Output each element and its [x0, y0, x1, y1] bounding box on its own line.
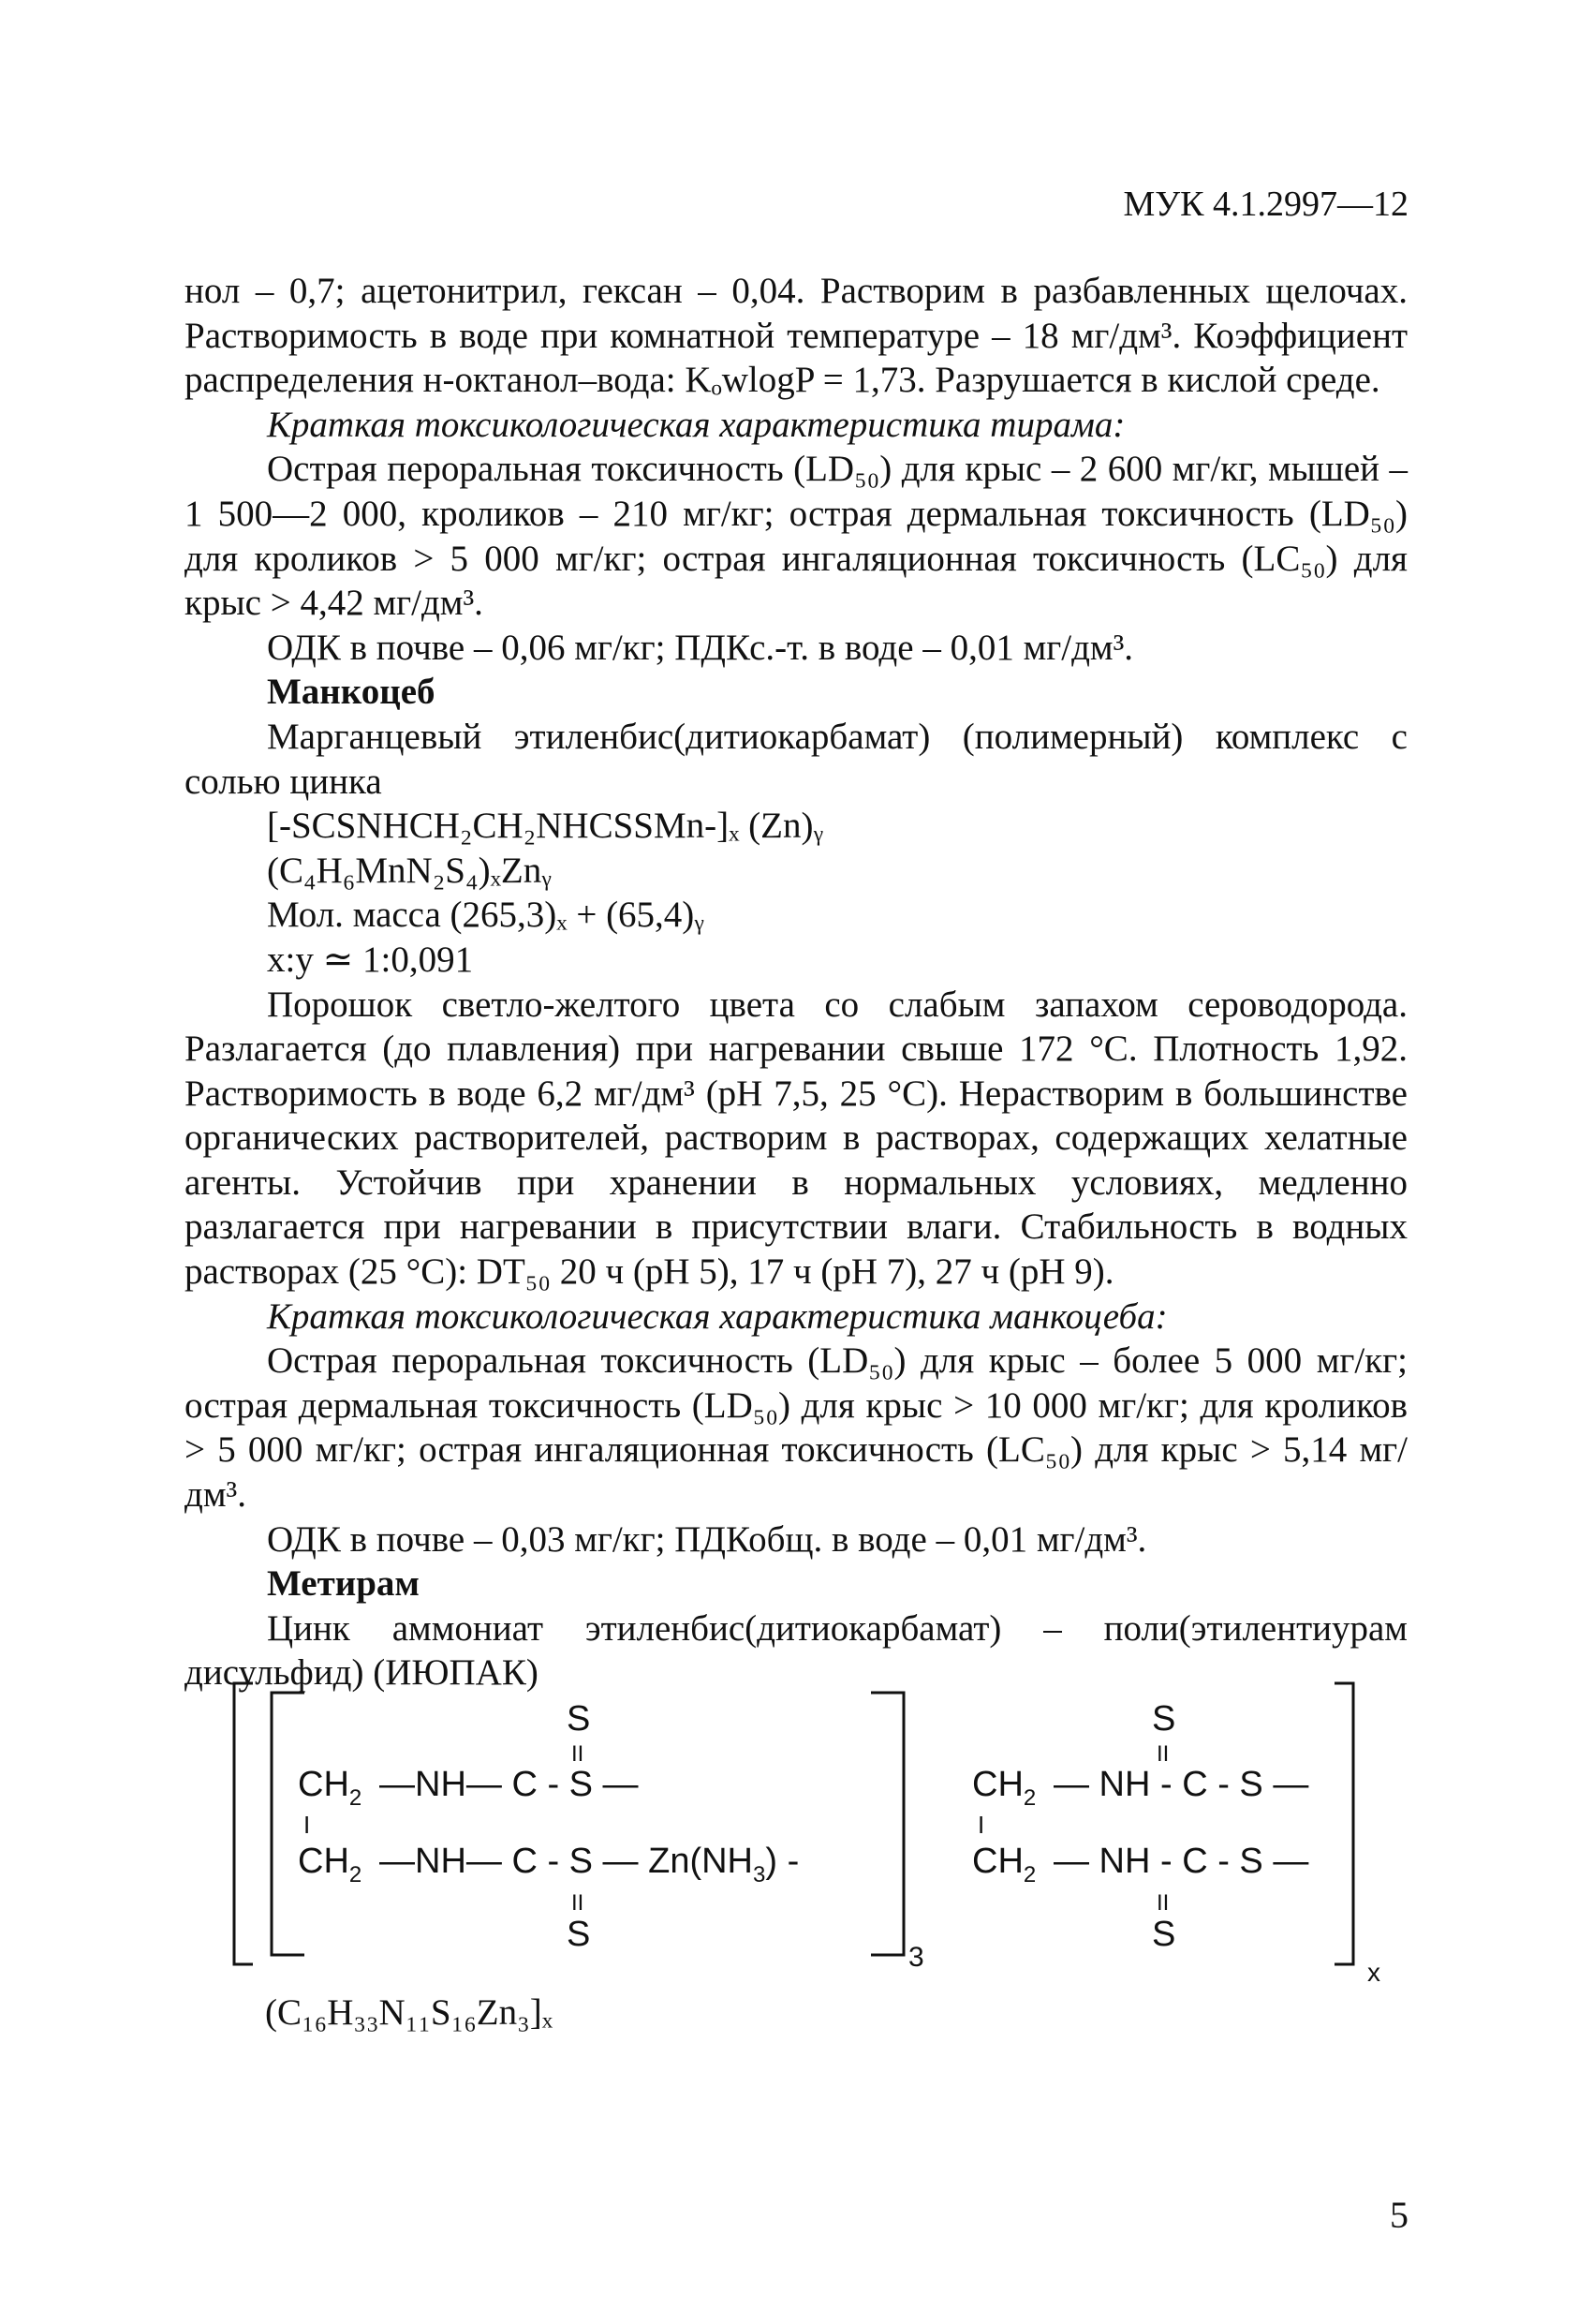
bracket-subscript-3: 3: [908, 1942, 924, 1973]
body-text: [184, 269, 1408, 1695]
mancozeb-formula-1: [-SCSNHCH₂CH₂NHCSSMn-]ₓ (Zn)ᵧ: [267, 806, 823, 847]
mancozeb-formula-2: (C₄H₆MnN₂S₄)ₓZnᵧ: [267, 850, 552, 891]
double-bond-top-right: II: [1157, 1741, 1170, 1767]
solubility-paragraph: нол – 0,7; ацетонитрил, гексан – 0,04. Растворим в разбавленных щелочах. Растворимость в воде при комнатной температуре – 18 мг/дм³. Коэффициент распределения н-октанол–вода: KₒwlogP = 1,73. Разрушается в кислой среде.: [184, 271, 1408, 401]
row1-right-chain: — NH - C - S —: [1054, 1765, 1309, 1804]
row2-right-chain: — NH - C - S —: [1054, 1842, 1309, 1881]
mancozeb-title: Манкоцеб: [267, 672, 435, 713]
double-bond-bottom-left: II: [571, 1890, 584, 1916]
polymer-subscript-x: x: [1367, 1958, 1380, 1987]
thiram-tox-paragraph: Острая пероральная токсичность (LD₅₀) для крыс – 2 600 мг/кг, мышей – 1 500—2 000, кроликов – 210 мг/кг; острая дермальная токсичность (LD₅₀) для кроликов > 5 000 мг/кг; острая ингаляционная токсичность (LC₅₀) для крыс > 4,42 мг/дм³.: [184, 449, 1408, 624]
outer-right-bracket: [1335, 1683, 1353, 1964]
mancozeb-odk-paragraph: ОДК в почве – 0,03 мг/кг; ПДКобщ. в воде – 0,01 мг/дм³.: [267, 1518, 1147, 1560]
mancozeb-ratio: x:y ≃ 1:0,091: [267, 939, 474, 980]
structure-svg: [215, 1665, 1433, 1992]
page-number: 5: [1390, 2194, 1409, 2236]
row2-left-chain: —NH— C - S — $Zn(NH_3)$ -: [379, 1842, 800, 1887]
metiram-name: Цинк аммониат этиленбис(дитиокарбамат) – поли(этилентиурам дисульфид) (ИЮПАК): [184, 1607, 1408, 1694]
double-bond-top-left: II: [571, 1741, 584, 1767]
thiram-tox-heading: Краткая токсикологическая характеристика тирама:: [267, 404, 1126, 445]
metiram-molecular-formula: (C₁₆H₃₃N₁₁S₁₆Zn₃]ₓ: [265, 1992, 553, 2033]
mancozeb-tox-heading: Краткая токсикологическая характеристика манкоцеба:: [267, 1295, 1168, 1337]
thiram-odk-paragraph: ОДК в почве – 0,06 мг/кг; ПДКс.-т. в воде – 0,01 мг/дм³.: [267, 627, 1134, 668]
double-bond-bottom-right: II: [1157, 1890, 1170, 1916]
sulfur-top-right: S: [1152, 1699, 1176, 1739]
mancozeb-properties: Порошок светло-желтого цвета со слабым запахом сероводорода. Разлагается (до плавления) при нагревании свыше 172 °С. Плотность 1,92. Растворимость в воде 6,2 мг/дм³ (рН 7,5, 25 °С). Нерастворим в большинстве органических растворителей, растворим в растворах, содержащих хелатные агенты. Устойчив при хранении в нормальных условиях, медленно разлагается при нагревании в присутствии влаги. Стабильность в водных растворах (25 °С): DT₅₀ 20 ч (рН 5), 17 ч (рН 7), 27 ч (рН 9).: [184, 984, 1408, 1293]
mancozeb-name: Марганцевый этиленбис(дитиокарбамат) (полимерный) комплекс с солью цинка: [184, 716, 1408, 802]
sulfur-bottom-left: S: [567, 1915, 591, 1954]
inner-right-bracket: [871, 1693, 904, 1955]
vertical-bond-left: I: [303, 1811, 311, 1839]
mancozeb-mol-mass: Мол. масса (265,3)ₓ + (65,4)ᵧ: [267, 895, 704, 936]
ch2-top-left: $CH_2$: [298, 1765, 362, 1811]
sulfur-top-left: S: [567, 1699, 591, 1739]
ch2-bottom-left: $CH_2$: [298, 1842, 362, 1887]
metiram-title: Метирам: [267, 1563, 420, 1605]
document-code-header: МУК 4.1.2997—12: [1123, 185, 1409, 224]
outer-left-bracket: [234, 1683, 253, 1964]
vertical-bond-right: I: [978, 1811, 985, 1839]
ch2-top-right: $CH_2$: [972, 1765, 1037, 1811]
mancozeb-tox-paragraph: Острая пероральная токсичность (LD₅₀) для крыс – более 5 000 мг/кг; острая дермальная токсичность (LD₅₀) для крыс > 10 000 мг/кг; для кроликов > 5 000 мг/кг; острая ингаляционная токсичность (LC₅₀) для крыс > 5,14 мг/дм³.: [184, 1340, 1408, 1516]
metiram-structural-formula: [215, 1665, 1433, 1992]
row1-left-chain: —NH— C - S —: [379, 1765, 639, 1804]
sulfur-bottom-right: S: [1152, 1915, 1176, 1954]
inner-left-bracket: [272, 1693, 304, 1955]
ch2-bottom-right: $CH_2$: [972, 1842, 1037, 1887]
